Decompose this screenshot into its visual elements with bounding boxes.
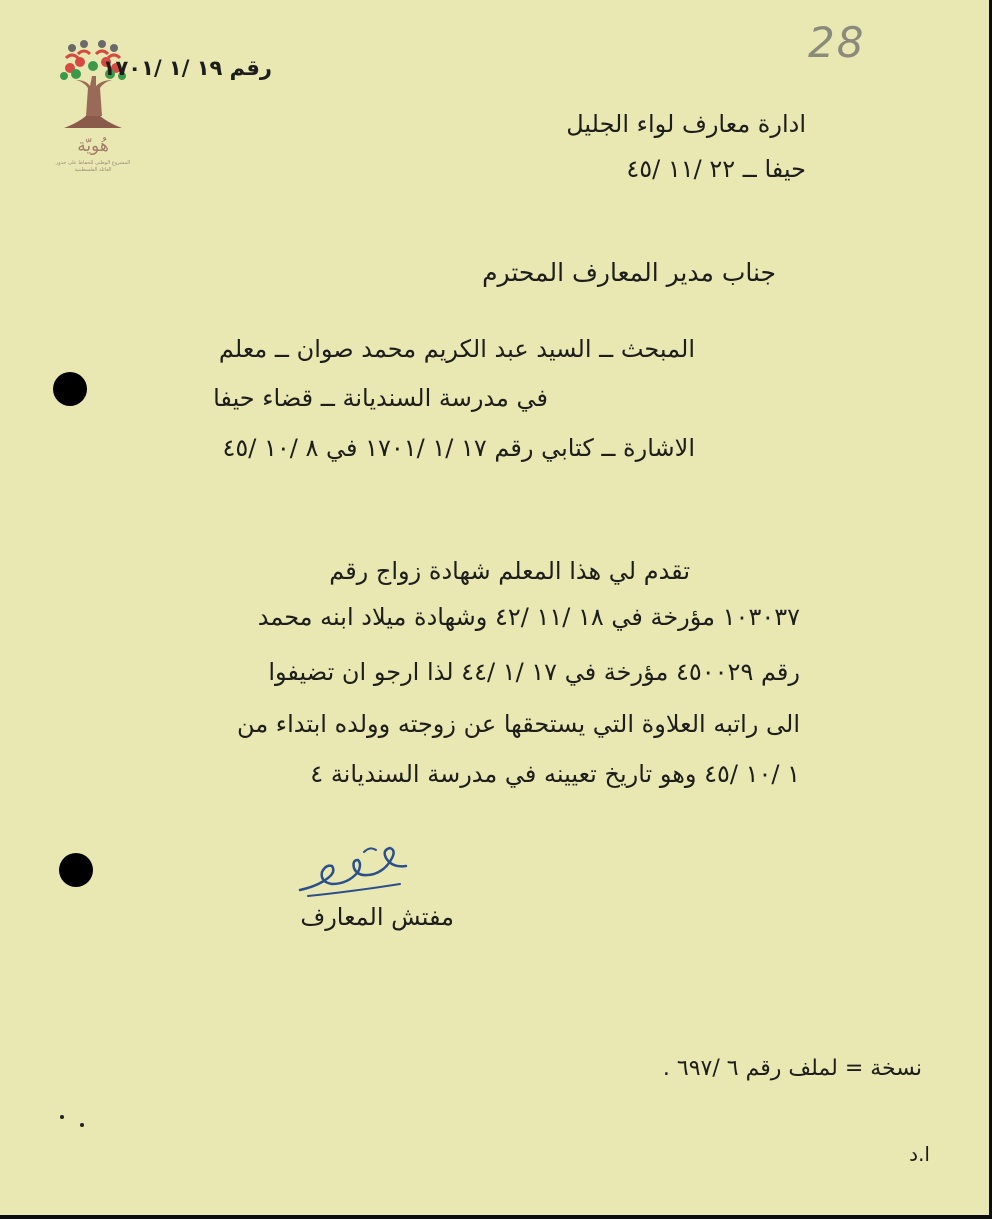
punch-hole-top [53,372,87,406]
logo-tagline: المشروع الوطني للحفاظ على جذور العائلة الفلسطينية [55,160,131,173]
punch-hole-bottom [59,853,93,887]
date-line: حيفا ــ ٢٢ /١١ /٤٥ [626,155,806,183]
body-line-4: الى راتبه العلاوة التي يستحقها عن زوجته وولده ابتداء من [237,710,800,738]
page-number: 28 [808,18,866,67]
stray-mark [80,1123,84,1127]
subject-line-3: الاشارة ــ كتابي رقم ١٧ /١ /١٧٠١ في ٨ /١٠ /٤٥ [222,434,695,462]
initials: ا.د [909,1142,930,1166]
body-line-5: ١ /١٠ /٤٥ وهو تاريخ تعيينه في مدرسة السنديانة ٤ [310,760,800,788]
office-name: ادارة معارف لواء الجليل [566,110,806,138]
stray-mark [60,1115,64,1119]
body-line-1: تقدم لي هذا المعلم شهادة زواج رقم [329,557,690,585]
signature-mark [288,838,418,908]
body-line-2: ١٠٣٠٣٧ مؤرخة في ١٨ /١١ /٤٢ وشهادة ميلاد ابنه محمد [257,603,800,631]
body-line-3: رقم ٤٥٠٠٢٩ مؤرخة في ١٧ /١ /٤٤ لذا ارجو ان تضيفوا [268,658,800,686]
signature-title: مفتش المعارف [300,903,454,931]
subject-line-2: في مدرسة السنديانة ــ قضاء حيفا [213,384,548,412]
scan-edge-bottom [0,1215,992,1219]
reference-number: رقم ١٩ /١ /١٧٠١ [102,56,272,80]
salutation: جناب مدير المعارف المحترم [482,258,776,287]
logo-brand-text: هُويّة [77,136,109,156]
copy-note: نسخة = لملف رقم ٦ /٦٩٧ . [662,1056,922,1081]
subject-line-1: المبحث ــ السيد عبد الكريم محمد صوان ــ معلم [218,335,695,363]
tree-logo-icon [50,36,136,136]
